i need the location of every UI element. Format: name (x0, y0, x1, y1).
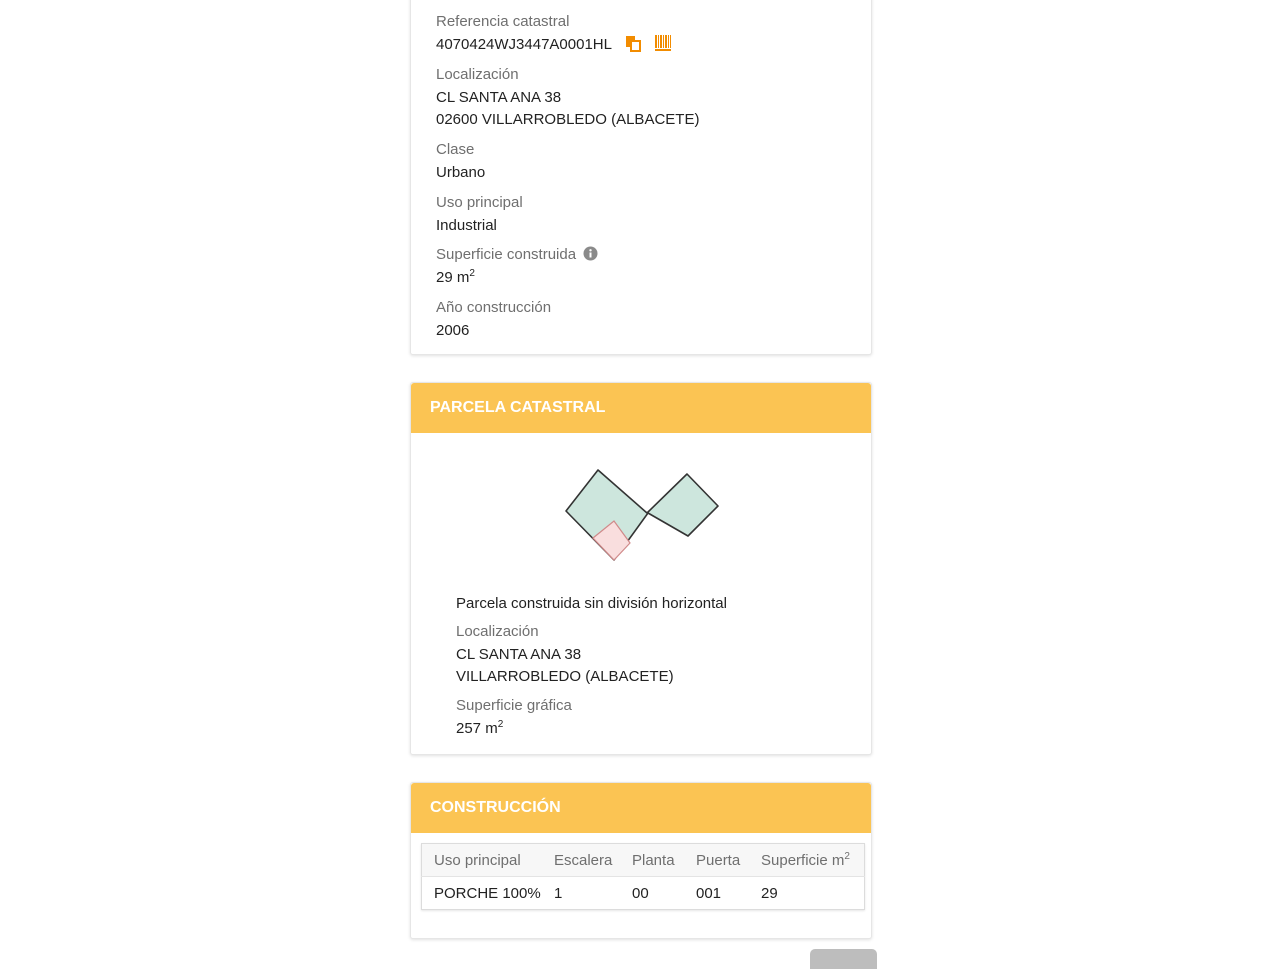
table-header-row (422, 844, 865, 877)
anio-construccion-value: 2006 (436, 322, 470, 339)
referencia-value[interactable]: 4070424WJ3447A0001HL (436, 36, 612, 53)
inmueble-card (410, 0, 872, 355)
localizacion-line2: 02600 VILLARROBLEDO (ALBACETE) (436, 111, 700, 128)
barcode-icon[interactable] (655, 35, 671, 51)
construccion-table (421, 843, 865, 910)
construccion-card (410, 782, 872, 939)
superficie-grafica-value (456, 720, 503, 737)
superficie-grafica-exp: 2 (497, 719, 504, 730)
col-planta: Planta (620, 844, 684, 877)
construccion-header: CONSTRUCCIÓN (411, 783, 871, 833)
parcela-header: PARCELA CATASTRAL (411, 383, 871, 433)
table-row (422, 877, 865, 910)
superficie-grafica-label: Superficie gráfica (456, 697, 572, 714)
uso-principal-value: Industrial (436, 217, 497, 234)
parcela-localizacion-line1: CL SANTA ANA 38 (456, 646, 582, 663)
localizacion-line1: CL SANTA ANA 38 (436, 89, 562, 106)
superficie-grafica-number: 257 m (456, 720, 498, 737)
col-puerta: Puerta (684, 844, 749, 877)
superficie-construida-exp: 2 (469, 268, 475, 279)
superficie-construida-number: 29 m (436, 269, 470, 286)
parcela-localizacion-label: Localización (456, 623, 539, 640)
referencia-label: Referencia catastral (436, 13, 570, 30)
col-escalera: Escalera (542, 844, 620, 877)
parcela-localizacion-line2: VILLARROBLEDO (ALBACETE) (456, 668, 674, 685)
copy-icon[interactable] (625, 35, 641, 52)
cell-planta: 00 (632, 884, 649, 902)
cell-superficie: 29 (761, 884, 778, 902)
localizacion-label: Localización (436, 66, 519, 83)
anio-construccion-label: Año construcción (436, 299, 552, 316)
scroll-top-button[interactable] (810, 949, 877, 969)
col-superficie-exp: 2 (844, 850, 850, 862)
col-superficie-text: Superficie m (761, 851, 845, 869)
col-superficie (749, 844, 865, 877)
superficie-construida-label: Superficie construida (436, 246, 577, 263)
col-uso-principal: Uso principal (422, 844, 543, 877)
superficie-construida-value (436, 269, 475, 286)
cell-escalera: 1 (554, 884, 563, 902)
cell-puerta: 001 (696, 884, 722, 902)
parcela-descripcion: Parcela construida sin división horizontal (456, 595, 727, 612)
parcel-map[interactable] (561, 467, 721, 567)
info-icon[interactable] (583, 246, 598, 261)
clase-label: Clase (436, 141, 475, 158)
uso-principal-label: Uso principal (436, 194, 523, 211)
clase-value: Urbano (436, 164, 486, 181)
parcel-shape (566, 470, 718, 560)
cell-uso: PORCHE 100% (434, 884, 541, 902)
parcela-card (410, 382, 872, 755)
